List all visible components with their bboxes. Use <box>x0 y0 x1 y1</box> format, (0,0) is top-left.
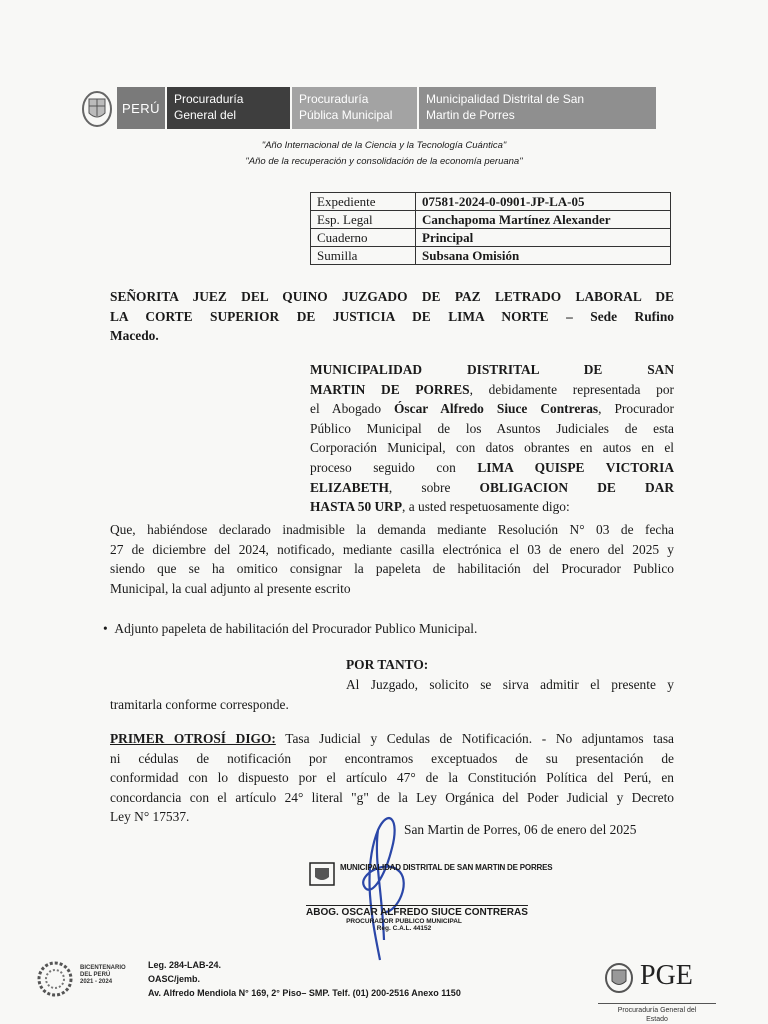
addressee: SEÑORITA JUEZ DEL QUINO JUZGADO DE PAZ LETRADO LABORAL DE LA CORTE SUPERIOR DE JUSTICIA DE LIMA NORTE – Sede Rufino Macedo. <box>110 289 674 344</box>
stamp-role: PROCURADOR PUBLICO MUNICIPAL Reg. C.A.L. 44152 <box>346 918 462 932</box>
motto-2: "Año de la recuperación y consolidación de la economía peruana" <box>245 156 523 167</box>
body-paragraph: Que, habiéndose declarado inadmisible la demanda mediante Resolución N° 03 de fecha 27 de diciembre del 2024, notificado, mediante casilla electrónica el 03 de enero del 2025 y siendo que se ha omitico consignar la papeleta de habilitación del Procurador Publico Municipal, la cual adjunto al presente escrito <box>110 522 674 596</box>
table-row: Expediente 07581-2024-0-0901-JP-LA-05 <box>311 193 671 211</box>
header-procuraduria-municipal: Procuraduría Pública Municipal <box>292 87 417 129</box>
footer-reference: Leg. 284-LAB-24. OASC/jemb. Av. Alfredo Mendiola N° 169, 2° Piso– SMP. Telf. (01) 200-2516 Anexo 1150 <box>148 960 461 998</box>
pge-subtitle: Procuraduría General del Estado <box>598 1003 716 1024</box>
bicentenario-text: BICENTENARIO DEL PERÚ 2021 - 2024 <box>80 965 126 985</box>
pge-shield-icon <box>604 962 634 994</box>
place-date: San Martin de Porres, 06 de enero del 2025 <box>404 822 637 837</box>
pge-logo-text: PGE <box>640 960 693 991</box>
table-row: Esp. Legal Canchapoma Martínez Alexander <box>311 211 671 229</box>
attachment-list-item: • Adjunto papeleta de habilitación del Procurador Publico Municipal. <box>103 621 478 636</box>
table-row: Sumilla Subsana Omisión <box>311 247 671 265</box>
por-tanto-heading: POR TANTO: <box>346 657 429 672</box>
bicentenario-logo-icon <box>36 960 74 998</box>
municipal-seal-icon <box>308 861 336 887</box>
stamp-entity: MUNICIPALIDAD DISTRITAL DE SAN MARTIN DE PORRES <box>340 863 553 872</box>
motto-1: "Año Internacional de la Ciencia y la Tecnología Cuántica" <box>261 140 507 151</box>
case-info-table <box>310 192 671 265</box>
header-municipalidad: Municipalidad Distrital de San Martin de Porres <box>419 87 656 129</box>
otrosi-paragraph: PRIMER OTROSÍ DIGO: Tasa Judicial y Cedulas de Notificación. - No adjuntamos tasa ni cédulas de notificación por encontramos exceptuados de su presentación de conformidad con lo dispuesto por el artículo 47° de la Constitución Política del Perú, en concordancia con el artículo 24° literal "g" de la Ley Orgánica del Poder Judicial y Decreto Ley N° 17537. <box>110 731 674 825</box>
peru-label: PERÚ <box>117 87 165 129</box>
party-paragraph: MUNICIPALIDAD DISTRITAL DE SAN MARTIN DE PORRES, debidamente representada por el Abogado Óscar Alfredo Siuce Contreras, Procurador Público Municipal de los Asuntos Judiciales de esta Corporación Municipal, con datos obrantes en autos en el proceso seguido con LIMA QUISPE VICTORIA ELIZABETH, sobre OBLIGACION DE DAR HASTA 50 URP, a usted respetuosamente digo: <box>310 362 674 515</box>
header-procuraduria-general: Procuraduría General del <box>167 87 290 129</box>
bullet-icon: • <box>103 621 108 636</box>
stamp-name: ABOG. OSCAR ALFREDO SIUCE CONTRERAS <box>306 907 528 918</box>
table-row: Cuaderno Principal <box>311 229 671 247</box>
peru-shield-icon <box>80 89 114 129</box>
por-tanto-text: Al Juzgado, solicito se sirva admitir el presente y tramitarla conforme corresponde. <box>110 677 674 712</box>
